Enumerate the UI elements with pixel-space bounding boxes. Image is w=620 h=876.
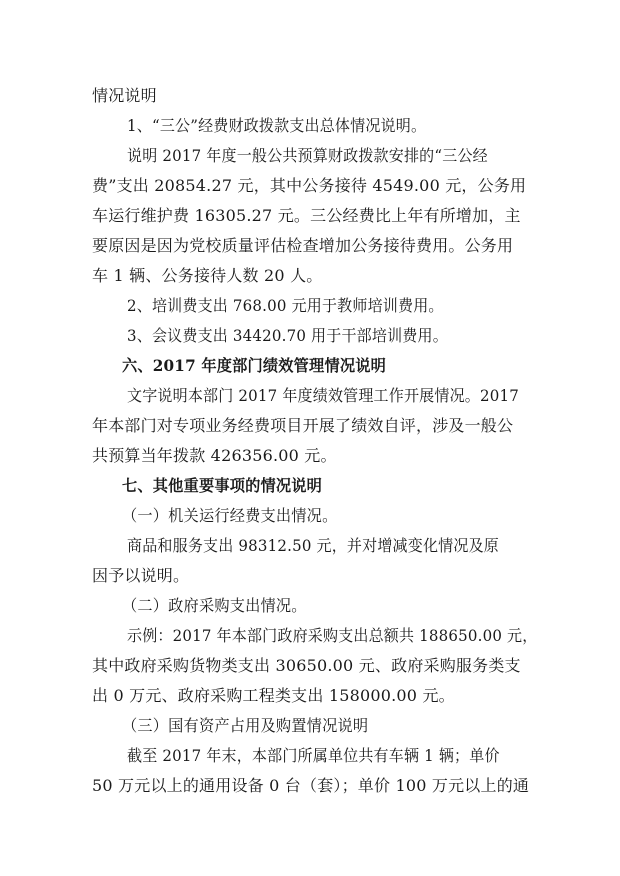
text-line: （二）政府采购支出情况。 (122, 596, 307, 615)
text-line: 车运行维护费 16305.27 元。三公经费比上年有所增加，主 (92, 206, 521, 225)
text-line: 截至 2017 年末，本部门所属单位共有车辆 1 辆；单价 (127, 746, 500, 765)
text-line: 2、培训费支出 768.00 元用于教师培训费用。 (127, 296, 444, 315)
text-line: 出 0 万元、政府采购工程类支出 158000.00 元。 (92, 686, 455, 705)
text-line: 50 万元以上的通用设备 0 台（套）；单价 100 万元以上的通 (92, 776, 530, 795)
text-line: （一）机关运行经费支出情况。 (122, 506, 338, 525)
text-line: 共预算当年拨款 426356.00 元。 (92, 446, 337, 465)
text-line: 文字说明本部门 2017 年度绩效管理工作开展情况。2017 (127, 386, 519, 405)
text-line: 情况说明 (92, 86, 157, 105)
text-line: 1、“三公”经费财政拨款支出总体情况说明。 (127, 116, 427, 135)
section-heading: 七、其他重要事项的情况说明 (122, 476, 323, 495)
text-line: 费”支出 20854.27 元，其中公务接待 4549.00 元，公务用 (92, 176, 527, 195)
section-heading: 六、2017 年度部门绩效管理情况说明 (122, 356, 387, 375)
text-line: 年本部门对专项业务经费项目开展了绩效自评，涉及一般公 (92, 416, 514, 435)
text-line: （三）国有资产占用及购置情况说明 (122, 716, 369, 735)
text-line: 商品和服务支出 98312.50 元，并对增减变化情况及原 (127, 536, 499, 555)
text-line: 其中政府采购货物类支出 30650.00 元、政府采购服务类支 (92, 656, 521, 675)
text-line: 车 1 辆、公务接待人数 20 人。 (92, 266, 323, 285)
text-line: 3、会议费支出 34420.70 用于干部培训费用。 (127, 326, 448, 345)
text-line: 示例：2017 年本部门政府采购支出总额共 188650.00 元， (127, 626, 538, 645)
text-line: 说明 2017 年度一般公共预算财政拨款安排的“三公经 (127, 146, 488, 165)
text-line: 要原因是因为党校质量评估检查增加公务接待费用。公务用 (92, 236, 514, 255)
text-line: 因予以说明。 (92, 566, 190, 585)
